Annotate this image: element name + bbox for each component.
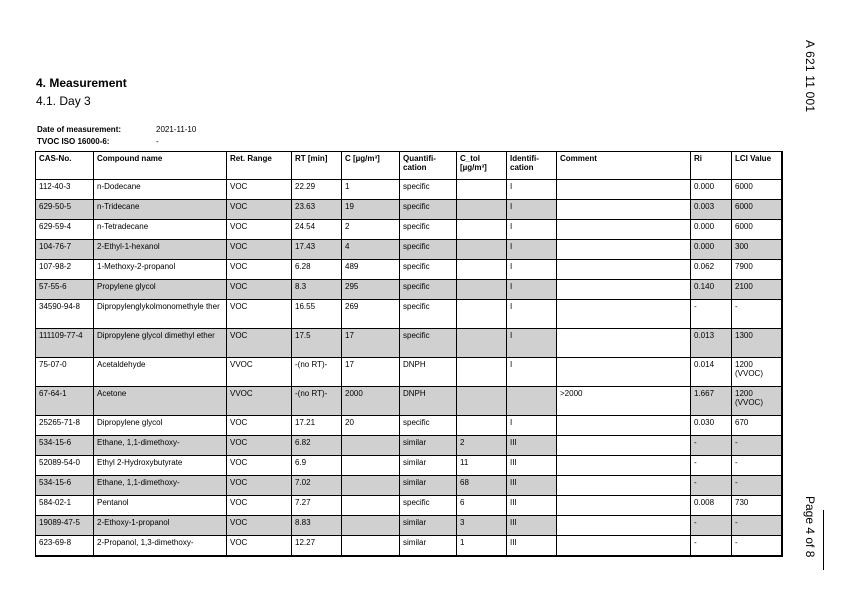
header-identification: Identifi-cation — [507, 152, 557, 180]
concentration-cell: 4 — [342, 240, 400, 260]
lci-value-cell: 1200 (VVOC) — [732, 387, 782, 416]
comment-cell — [557, 456, 691, 476]
c-tol-cell — [457, 200, 507, 220]
lci-value-cell: 6000 — [732, 200, 782, 220]
c-tol-cell — [457, 280, 507, 300]
ri-cell: 0.014 — [691, 358, 732, 387]
rt-cell: -(no RT)- — [292, 387, 342, 416]
identification-cell: III — [507, 436, 557, 456]
compound-name-cell: Dipropylenglykolmonomethyle ther — [94, 300, 227, 329]
compound-name-cell: Dipropylene glycol — [94, 416, 227, 436]
header-lci-value: LCI Value — [732, 152, 782, 180]
rt-cell: 17.5 — [292, 329, 342, 358]
compound-name-cell: Ethyl 2-Hydroxybutyrate — [94, 456, 227, 476]
rt-cell: 6.28 — [292, 260, 342, 280]
compound-name-cell: 2-Ethoxy-1-propanol — [94, 516, 227, 536]
cas-cell: 25265-71-8 — [36, 416, 94, 436]
ri-cell: - — [691, 476, 732, 496]
measurement-date-value: 2021-11-10 — [156, 125, 197, 134]
rt-cell: 17.43 — [292, 240, 342, 260]
concentration-cell — [342, 436, 400, 456]
ri-cell: - — [691, 536, 732, 557]
report-number: A 621 11 001 — [803, 40, 817, 113]
cas-cell: 57-55-6 — [36, 280, 94, 300]
identification-cell: III — [507, 516, 557, 536]
c-tol-cell — [457, 300, 507, 329]
ri-cell: 0.013 — [691, 329, 732, 358]
measurement-date-label: Date of measurement: — [37, 125, 122, 134]
c-tol-cell: 6 — [457, 496, 507, 516]
cas-cell: 629-59-4 — [36, 220, 94, 240]
comment-cell — [557, 496, 691, 516]
quantification-cell: DNPH — [400, 387, 457, 416]
c-tol-cell — [457, 180, 507, 200]
concentration-cell: 17 — [342, 329, 400, 358]
identification-cell: I — [507, 220, 557, 240]
concentration-cell: 2000 — [342, 387, 400, 416]
table-row — [36, 260, 782, 280]
lci-value-cell: - — [732, 436, 782, 456]
ret-range-cell: VOC — [227, 496, 292, 516]
comment-cell: >2000 — [557, 387, 691, 416]
comment-cell — [557, 476, 691, 496]
ret-range-cell: VOC — [227, 200, 292, 220]
rt-cell: 23.63 — [292, 200, 342, 220]
concentration-cell: 295 — [342, 280, 400, 300]
rt-cell: 6.82 — [292, 436, 342, 456]
table-row — [36, 200, 782, 220]
table-row — [36, 358, 782, 387]
comment-cell — [557, 220, 691, 240]
ret-range-cell: VOC — [227, 240, 292, 260]
comment-cell — [557, 280, 691, 300]
table-row — [36, 416, 782, 436]
lci-value-cell: 670 — [732, 416, 782, 436]
ri-cell: 0.030 — [691, 416, 732, 436]
rt-cell: 17.21 — [292, 416, 342, 436]
concentration-cell — [342, 496, 400, 516]
quantification-cell: similar — [400, 476, 457, 496]
concentration-cell: 269 — [342, 300, 400, 329]
table-row — [36, 536, 782, 557]
margin-rule — [823, 510, 824, 570]
concentration-cell: 20 — [342, 416, 400, 436]
comment-cell — [557, 240, 691, 260]
identification-cell: III — [507, 496, 557, 516]
identification-cell: I — [507, 329, 557, 358]
cas-cell: 111109-77-4 — [36, 329, 94, 358]
quantification-cell: specific — [400, 200, 457, 220]
rt-cell: 6.9 — [292, 456, 342, 476]
quantification-cell: specific — [400, 280, 457, 300]
lci-value-cell: 730 — [732, 496, 782, 516]
cas-cell: 534-15-6 — [36, 436, 94, 456]
concentration-cell: 1 — [342, 180, 400, 200]
concentration-cell — [342, 516, 400, 536]
c-tol-cell — [457, 358, 507, 387]
ri-cell: - — [691, 300, 732, 329]
page-number: Page 4 of 8 — [803, 496, 817, 558]
table-row — [36, 387, 782, 416]
rt-cell: 24.54 — [292, 220, 342, 240]
identification-cell: I — [507, 358, 557, 387]
cas-cell: 623-69-8 — [36, 536, 94, 557]
lci-value-cell: - — [732, 516, 782, 536]
identification-cell: I — [507, 200, 557, 220]
rt-cell: 16.55 — [292, 300, 342, 329]
lci-value-cell: 6000 — [732, 220, 782, 240]
compound-name-cell: Pentanol — [94, 496, 227, 516]
table-row — [36, 476, 782, 496]
identification-cell: III — [507, 456, 557, 476]
lci-value-cell: - — [732, 476, 782, 496]
ri-cell: 0.000 — [691, 180, 732, 200]
ret-range-cell: VOC — [227, 329, 292, 358]
header-quantification: Quantifi-cation — [400, 152, 457, 180]
comment-cell — [557, 300, 691, 329]
compound-name-cell: Acetaldehyde — [94, 358, 227, 387]
compound-name-cell: n-Tetradecane — [94, 220, 227, 240]
quantification-cell: specific — [400, 220, 457, 240]
ret-range-cell: VOC — [227, 280, 292, 300]
ret-range-cell: VOC — [227, 260, 292, 280]
identification-cell: I — [507, 260, 557, 280]
c-tol-cell — [457, 416, 507, 436]
ret-range-cell: VOC — [227, 300, 292, 329]
table-header-row — [36, 152, 782, 180]
header-concentration: C [µg/m³] — [342, 152, 400, 180]
lci-value-cell: 300 — [732, 240, 782, 260]
c-tol-cell — [457, 240, 507, 260]
identification-cell — [507, 387, 557, 416]
concentration-cell — [342, 536, 400, 557]
c-tol-cell — [457, 220, 507, 240]
ret-range-cell: VOC — [227, 476, 292, 496]
ret-range-cell: VOC — [227, 180, 292, 200]
compound-name-cell: Ethane, 1,1-dimethoxy- — [94, 476, 227, 496]
comment-cell — [557, 436, 691, 456]
compound-name-cell: 2-Ethyl-1-hexanol — [94, 240, 227, 260]
cas-cell: 534-15-6 — [36, 476, 94, 496]
cas-cell: 75-07-0 — [36, 358, 94, 387]
ri-cell: - — [691, 516, 732, 536]
compound-name-cell: 2-Propanol, 1,3-dimethoxy- — [94, 536, 227, 557]
ret-range-cell: VOC — [227, 516, 292, 536]
compound-table — [35, 151, 783, 557]
ret-range-cell: VOC — [227, 536, 292, 557]
cas-cell: 107-98-2 — [36, 260, 94, 280]
compound-name-cell: Propylene glycol — [94, 280, 227, 300]
ri-cell: 0.140 — [691, 280, 732, 300]
quantification-cell: similar — [400, 436, 457, 456]
concentration-cell: 489 — [342, 260, 400, 280]
quantification-cell: specific — [400, 240, 457, 260]
cas-cell: 584-02-1 — [36, 496, 94, 516]
ri-cell: 0.008 — [691, 496, 732, 516]
c-tol-cell: 11 — [457, 456, 507, 476]
concentration-cell: 17 — [342, 358, 400, 387]
section-title: 4. Measurement — [36, 76, 127, 90]
table-body — [36, 180, 782, 557]
cas-cell: 34590-94-8 — [36, 300, 94, 329]
lci-value-cell: 6000 — [732, 180, 782, 200]
measurement-date-line — [37, 125, 197, 134]
table-row — [36, 220, 782, 240]
identification-cell: I — [507, 416, 557, 436]
rt-cell: -(no RT)- — [292, 358, 342, 387]
compound-name-cell: 1-Methoxy-2-propanol — [94, 260, 227, 280]
identification-cell: I — [507, 240, 557, 260]
concentration-cell: 2 — [342, 220, 400, 240]
rt-cell: 7.02 — [292, 476, 342, 496]
identification-cell: I — [507, 300, 557, 329]
header-cas: CAS-No. — [36, 152, 94, 180]
rt-cell: 12.27 — [292, 536, 342, 557]
quantification-cell: similar — [400, 536, 457, 557]
cas-cell: 52089-54-0 — [36, 456, 94, 476]
cas-cell: 112-40-3 — [36, 180, 94, 200]
lci-value-cell: 2100 — [732, 280, 782, 300]
identification-cell: III — [507, 476, 557, 496]
compound-name-cell: Dipropylene glycol dimethyl ether — [94, 329, 227, 358]
ri-cell: - — [691, 456, 732, 476]
quantification-cell: similar — [400, 456, 457, 476]
tvoc-value: - — [156, 137, 159, 146]
quantification-cell: specific — [400, 329, 457, 358]
c-tol-cell — [457, 329, 507, 358]
header-rt: RT [min] — [292, 152, 342, 180]
ri-cell: - — [691, 436, 732, 456]
quantification-cell: specific — [400, 496, 457, 516]
lci-value-cell: 7900 — [732, 260, 782, 280]
table-row — [36, 329, 782, 358]
quantification-cell: specific — [400, 180, 457, 200]
cas-cell: 19089-47-5 — [36, 516, 94, 536]
lci-value-cell: - — [732, 456, 782, 476]
table-row — [36, 280, 782, 300]
tvoc-line — [37, 137, 159, 146]
comment-cell — [557, 329, 691, 358]
comment-cell — [557, 536, 691, 557]
quantification-cell: specific — [400, 300, 457, 329]
ret-range-cell: VOC — [227, 456, 292, 476]
rt-cell: 8.3 — [292, 280, 342, 300]
ret-range-cell: VOC — [227, 220, 292, 240]
header-comment: Comment — [557, 152, 691, 180]
lci-value-cell: 1200 (VVOC) — [732, 358, 782, 387]
cas-cell: 67-64-1 — [36, 387, 94, 416]
c-tol-cell: 1 — [457, 536, 507, 557]
subsection-title: 4.1. Day 3 — [36, 94, 91, 108]
cas-cell: 104-76-7 — [36, 240, 94, 260]
compound-name-cell: Acetone — [94, 387, 227, 416]
c-tol-cell — [457, 260, 507, 280]
comment-cell — [557, 260, 691, 280]
lci-value-cell: - — [732, 536, 782, 557]
table-row — [36, 456, 782, 476]
ri-cell: 0.062 — [691, 260, 732, 280]
compound-name-cell: n-Dodecane — [94, 180, 227, 200]
c-tol-cell — [457, 387, 507, 416]
c-tol-cell: 68 — [457, 476, 507, 496]
quantification-cell: DNPH — [400, 358, 457, 387]
comment-cell — [557, 416, 691, 436]
concentration-cell: 19 — [342, 200, 400, 220]
ri-cell: 0.003 — [691, 200, 732, 220]
table-row — [36, 180, 782, 200]
identification-cell: III — [507, 536, 557, 557]
concentration-cell — [342, 476, 400, 496]
ri-cell: 0.000 — [691, 240, 732, 260]
table-row — [36, 516, 782, 536]
c-tol-cell: 2 — [457, 436, 507, 456]
comment-cell — [557, 200, 691, 220]
table-row — [36, 300, 782, 329]
header-compound-name: Compound name — [94, 152, 227, 180]
ret-range-cell: VVOC — [227, 358, 292, 387]
c-tol-cell: 3 — [457, 516, 507, 536]
quantification-cell: similar — [400, 516, 457, 536]
comment-cell — [557, 358, 691, 387]
ri-cell: 1.667 — [691, 387, 732, 416]
identification-cell: I — [507, 280, 557, 300]
table-row — [36, 436, 782, 456]
compound-name-cell: Ethane, 1,1-dimethoxy- — [94, 436, 227, 456]
tvoc-label: TVOC ISO 16000-6: — [37, 137, 110, 146]
header-ri: Ri — [691, 152, 732, 180]
comment-cell — [557, 180, 691, 200]
compound-name-cell: n-Tridecane — [94, 200, 227, 220]
table-row — [36, 496, 782, 516]
comment-cell — [557, 516, 691, 536]
ret-range-cell: VOC — [227, 416, 292, 436]
ret-range-cell: VVOC — [227, 387, 292, 416]
cas-cell: 629-50-5 — [36, 200, 94, 220]
header-c-tol: C_tol [µg/m³] — [457, 152, 507, 180]
rt-cell: 8.83 — [292, 516, 342, 536]
ri-cell: 0.000 — [691, 220, 732, 240]
quantification-cell: specific — [400, 260, 457, 280]
lci-value-cell: - — [732, 300, 782, 329]
rt-cell: 22.29 — [292, 180, 342, 200]
quantification-cell: specific — [400, 416, 457, 436]
ret-range-cell: VOC — [227, 436, 292, 456]
lci-value-cell: 1300 — [732, 329, 782, 358]
rt-cell: 7.27 — [292, 496, 342, 516]
identification-cell: I — [507, 180, 557, 200]
table-row — [36, 240, 782, 260]
concentration-cell — [342, 456, 400, 476]
header-ret-range: Ret. Range — [227, 152, 292, 180]
